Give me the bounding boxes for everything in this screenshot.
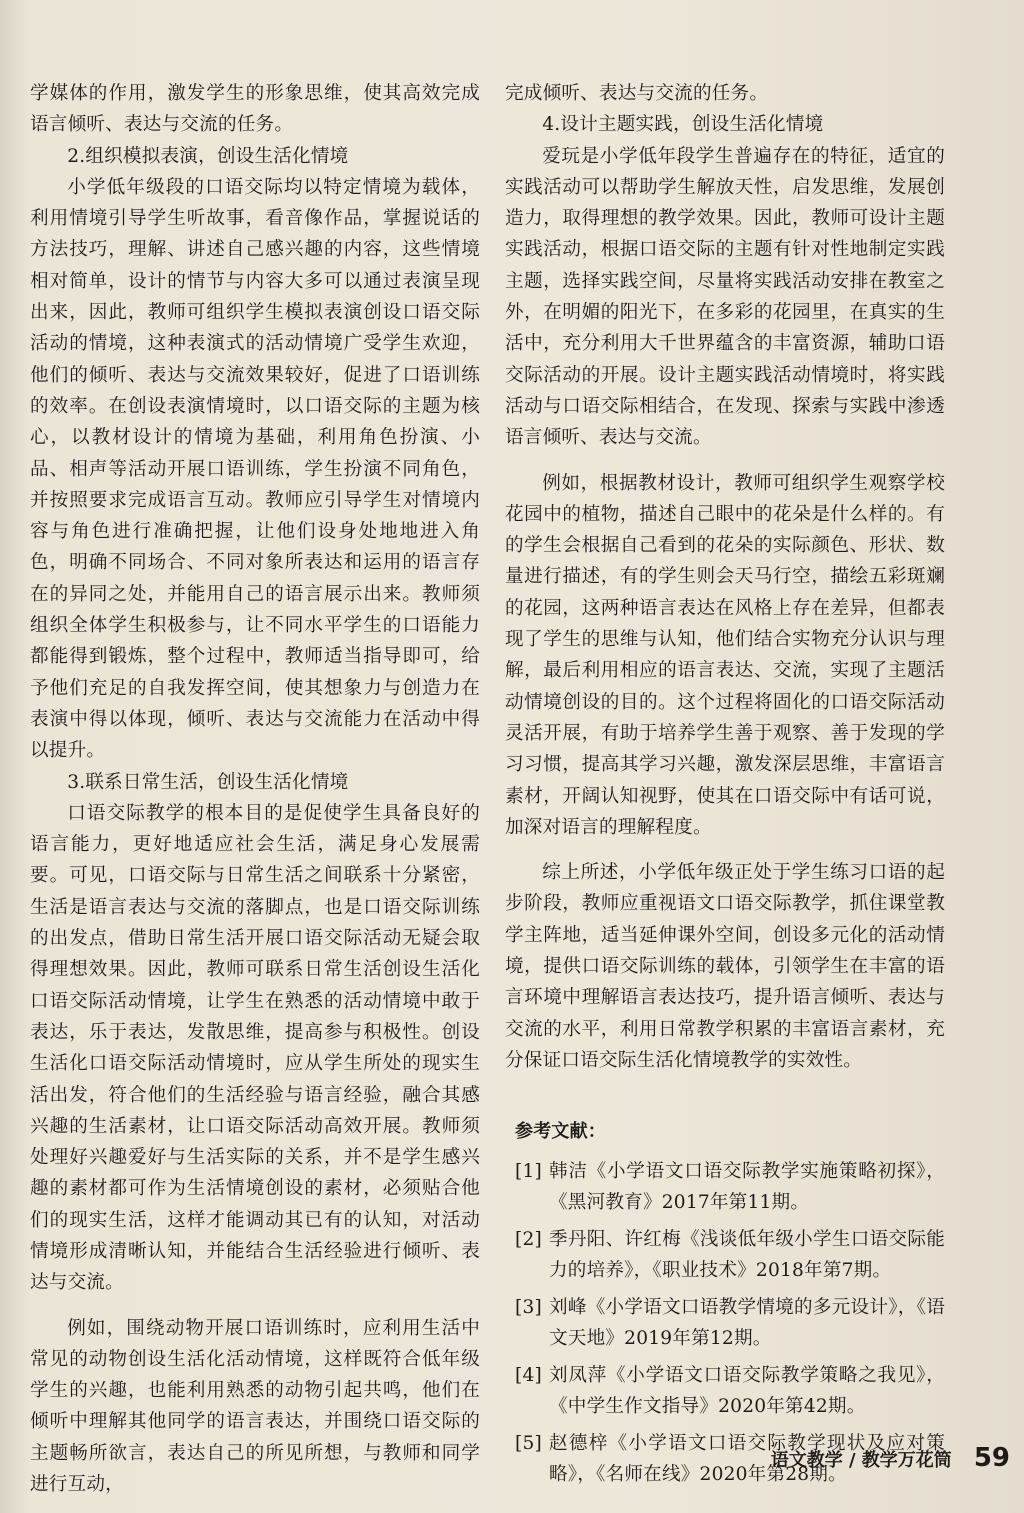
reference-item [505,1292,945,1354]
paragraph: 学媒体的作用，激发学生的形象思维，使其高效完成语言倾听、表达与交流的任务。 [30,83,480,136]
section-heading: 3.联系日常生活，创设生活化情境 [67,771,349,793]
page-number: 59 [973,1443,1010,1473]
reference-item [505,1360,945,1422]
reference-text: 季丹阳、许红梅《浅谈低年级小学生口语交际能力的培养》，《职业技术》2018年第7期。 [549,1228,945,1281]
reference-number: [5] [515,1432,542,1454]
reference-text: 韩洁《小学语文口语交际教学实施策略初探》，《黑河教育》2017年第11期。 [549,1160,945,1213]
paragraph: 完成倾听、表达与交流的任务。 [505,83,769,104]
page-footer [771,1443,1010,1473]
reference-text: 赵德梓《小学语文口语交际教学现状及应对策略》，《名师在线》2020年第28期。 [549,1432,945,1485]
paragraph: 爱玩是小学低年段学生普遍存在的特征，适宜的实践活动可以帮助学生解放天性，启发思维，发展创造力，取得理想的教学效果。因此，教师可设计主题实践活动，根据口语交际的主题有针对性地制定实践主题，选择实践空间，尽量将实践活动安排在教室之外，在明媚的阳光下，在多彩的花园里，在真实的生活中，充分利用大千世界蕴含的丰富资源，辅助口语交际活动的开展。设计主题实践活动情境时，将实践活动与口语交际相结合，在发现、探索与实践中渗透语言倾听、表达与交流。 [505,145,945,449]
reference-number: [2] [515,1228,542,1250]
paragraph: 综上所述，小学低年级正处于学生练习口语的起步阶段，教师应重视语文口语交际教学，抓住课堂教学主阵地，适当延伸课外空间，创设多元化的活动情境，提供口语交际训练的载体，引领学生在丰富的语言环境中理解语言表达技巧，提升语言倾听、表达与交流的水平，利用日常教学积累的丰富语言素材，充分保证口语交际生活化情境教学的实效性。 [505,862,945,1071]
references-section [505,1116,945,1489]
reference-item [505,1156,945,1218]
reference-number: [3] [515,1296,542,1318]
reference-text: 刘凤萍《小学语文口语交际教学策略之我见》，《中学生作文指导》2020年第42期。 [549,1364,945,1417]
paragraph: 例如，围绕动物开展口语训练时，应利用生活中常见的动物创设生活化活动情境，这样既符合低年级学生的兴趣，也能利用熟悉的动物引起共鸣，他们在倾听中理解其他同学的语言表达，并围绕口语交际的主题畅所欲言，表达自己的所见所想，与教师和同学进行互动， [30,1317,480,1496]
footer-section-title: 语文教学 / 教学万花筒 [770,1450,952,1471]
section-heading: 4.设计主题实践，创设生活化情境 [542,114,824,136]
left-column [30,78,480,1500]
references-title: 参考文献： [515,1121,606,1143]
reference-number: [4] [515,1364,542,1386]
reference-number: [1] [515,1160,542,1182]
reference-item [505,1224,945,1286]
paragraph: 口语交际教学的根本目的是促使学生具备良好的语言能力，更好地适应社会生活，满足身心发展需要。可见，口语交际与日常生活之间联系十分紧密，生活是语言表达与交流的落脚点，也是口语交际训练的出发点，借助日常生活开展口语交际活动无疑会取得理想效果。因此，教师可联系日常生活创设生活化口语交际活动情境，让学生在熟悉的活动情境中敢于表达，乐于表达，发散思维，提高参与积极性。创设生活化口语交际活动情境时，应从学生所处的现实生活出发，符合他们的生活经验与语言经验，融合其感兴趣的生活素材，让口语交际活动高效开展。教师须处理好兴趣爱好与生活实际的关系，并不是学生感兴趣的素材都可作为生活情境创设的素材，必须贴合他们的现实生活，这样才能调动其已有的认知，对活动情境形成清晰认知，并能结合生活经验进行倾听、表达与交流。 [30,802,480,1294]
paragraph: 例如，根据教材设计，教师可组织学生观察学校花园中的植物，描述自己眼中的花朵是什么样的。有的学生会根据自己看到的花朵的实际颜色、形状、数量进行描述，有的学生则会天马行空，描绘五彩斑斓的花园，这两种语言表达在风格上存在差异，但都表现了学生的思维与认知，他们结合实物充分认识与理解，最后利用相应的语言表达、交流，实现了主题活动情境创设的目的。这个过程将固化的口语交际活动灵活开展，有助于培养学生善于观察、善于发现的学习习惯，提高其学习兴趣，激发深层思维，丰富语言素材，开阔认知视野，使其在口语交际中有话可说，加深对语言的理解程度。 [505,472,945,838]
reference-text: 刘峰《小学语文口语教学情境的多元设计》，《语文天地》2019年第12期。 [549,1296,945,1349]
section-heading: 2.组织模拟表演，创设生活化情境 [67,145,349,167]
paragraph: 小学低年级段的口语交际均以特定情境为载体，利用情境引导学生听故事，看音像作品，掌握说话的方法技巧，理解、讲述自己感兴趣的内容，这些情境相对简单，设计的情节与内容大多可以通过表演呈现出来，因此，教师可组织学生模拟表演创设口语交际活动的情境，这种表演式的活动情境广受学生欢迎，他们的倾听、表达与交流效果较好，促进了口语训练的效率。在创设表演情境时，以口语交际的主题为核心，以教材设计的情境为基础，利用角色扮演、小品、相声等活动开展口语训练，学生扮演不同角色，并按照要求完成语言互动。教师应引导学生对情境内容与角色进行准确把握，让他们设身处地地进入角色，明确不同场合、不同对象所表达和运用的语言存在的异同之处，并能用自己的语言展示出来。教师须组织全体学生积极参与，让不同水平学生的口语能力都能得到锻炼，整个过程中，教师适当指导即可，给予他们充足的自我发挥空间，使其想象力与创造力在表演中得以体现，倾听、表达与交流能力在活动中得以提升。 [30,176,480,762]
right-column [505,78,945,1496]
